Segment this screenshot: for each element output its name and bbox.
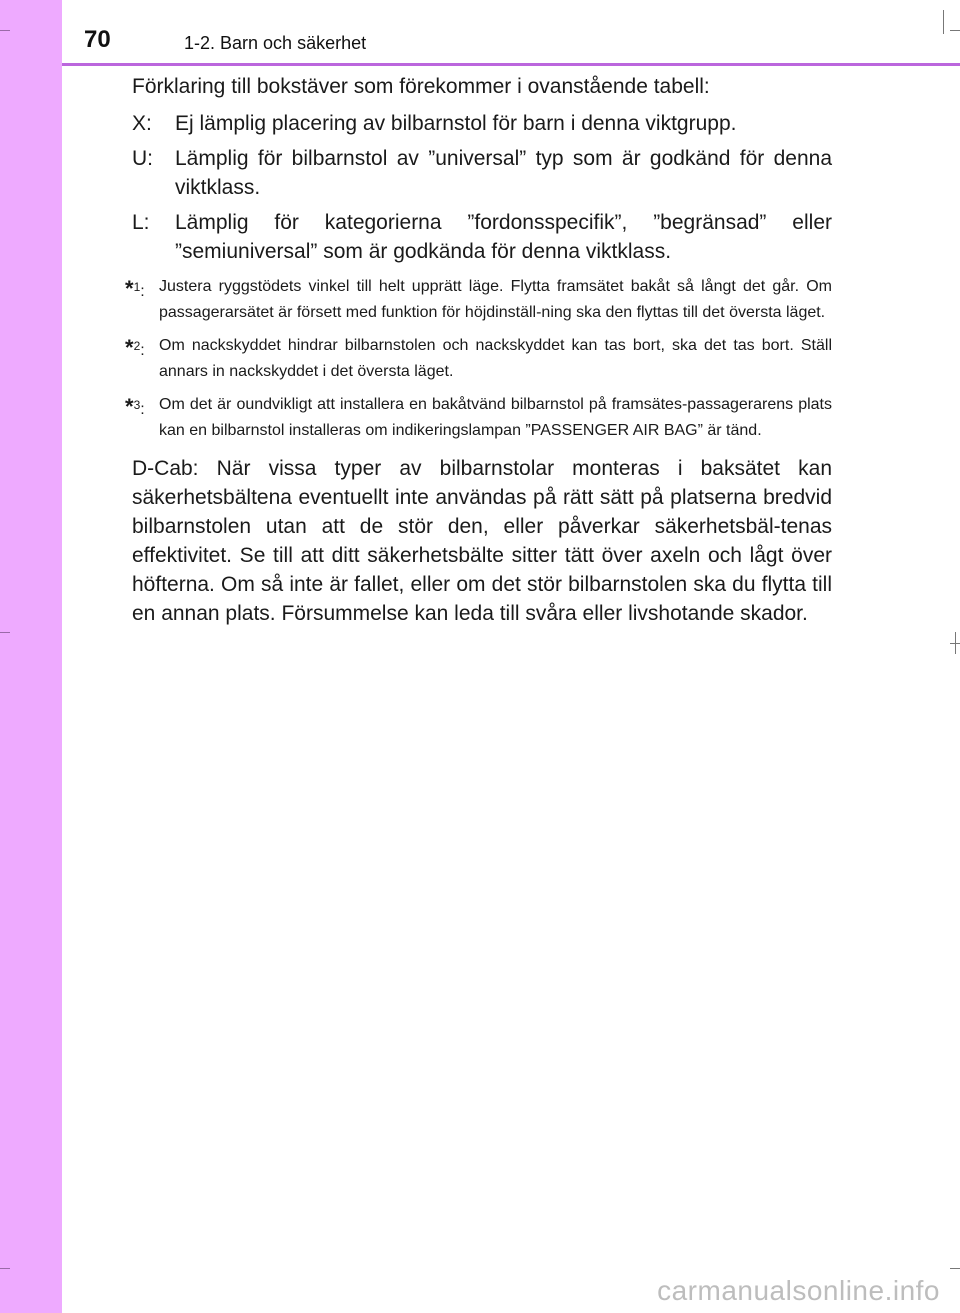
legend-text: Lämplig för bilbarnstol av ”universal” typ som är godkänd för denna viktklass. [175, 147, 832, 199]
crop-mark [0, 1268, 10, 1269]
dcab-paragraph: D-Cab: När vissa typer av bilbarnstolar monteras i baksätet kan säkerhetsbältena eventuellt inte användas på rätt sätt på platserna bredvid bilbarnstolen utan att de stör den, eller påverkar säkerhetsbäl-tenas effektivitet. Se till att ditt säkerhetsbälte sitter tätt över axeln och lågt över höfterna. Om så inte är fallet, eller om det stör bilbarnstolen ska du flytta till en annan plats. Försummelse kan leda till svåra eller livshotande skador. [132, 457, 832, 625]
page-content [125, 72, 832, 628]
page-sidebar [0, 0, 62, 1313]
footnote [125, 392, 832, 444]
footnote-marker: *$^1$: [125, 276, 145, 301]
footnote-text: Justera ryggstödets vinkel till helt upprätt läge. Flytta framsätet bakåt så långt det går. Om passagerarsätet är försett med funktion för höjdinställ-ning ska den flyttas till det översta läget. [159, 278, 832, 321]
footnote-marker: *$^3$: [125, 394, 145, 419]
legend-key: U: [132, 147, 153, 170]
section-title: 1-2. Barn och säkerhet [184, 33, 367, 53]
footnote [125, 333, 832, 385]
legend-item [132, 208, 832, 266]
footnote [125, 274, 832, 326]
footnote-text: Om nackskyddet hindrar bilbarnstolen och nackskyddet kan tas bort, ska det tas bort. Ställ annars in nackskyddet i det översta läget. [159, 337, 832, 380]
legend-text: Ej lämplig placering av bilbarnstol för barn i denna viktgrupp. [175, 112, 737, 135]
crop-mark [0, 30, 10, 31]
legend-item [132, 144, 832, 202]
crop-mark [950, 1268, 960, 1269]
legend-intro: Förklaring till bokstäver som förekommer i ovanstående tabell: [132, 75, 710, 98]
crop-mark [955, 632, 956, 654]
legend-key: X: [132, 112, 152, 135]
legend-text: Lämplig för kategorierna ”fordonsspecifik”, ”begränsad” eller ”semiuniversal” som är godkända för denna viktklass. [175, 211, 832, 263]
watermark: carmanualsonline.info [657, 1275, 940, 1306]
page-number: 70 [84, 26, 111, 53]
legend-key: L: [132, 211, 150, 234]
header-rule [62, 63, 960, 66]
footnote-list [125, 274, 832, 444]
footnote-marker: *$^2$: [125, 335, 145, 360]
crop-mark [0, 632, 10, 633]
footnote-text: Om det är oundvikligt att installera en bakåtvänd bilbarnstol på framsätes-passagerarens plats kan en bilbarnstol installeras om indikeringslampan ”PASSENGER AIR BAG” är tänd. [159, 396, 832, 439]
crop-mark [950, 30, 960, 31]
legend-list [132, 109, 832, 266]
crop-mark [943, 10, 944, 34]
legend-item [132, 109, 832, 138]
